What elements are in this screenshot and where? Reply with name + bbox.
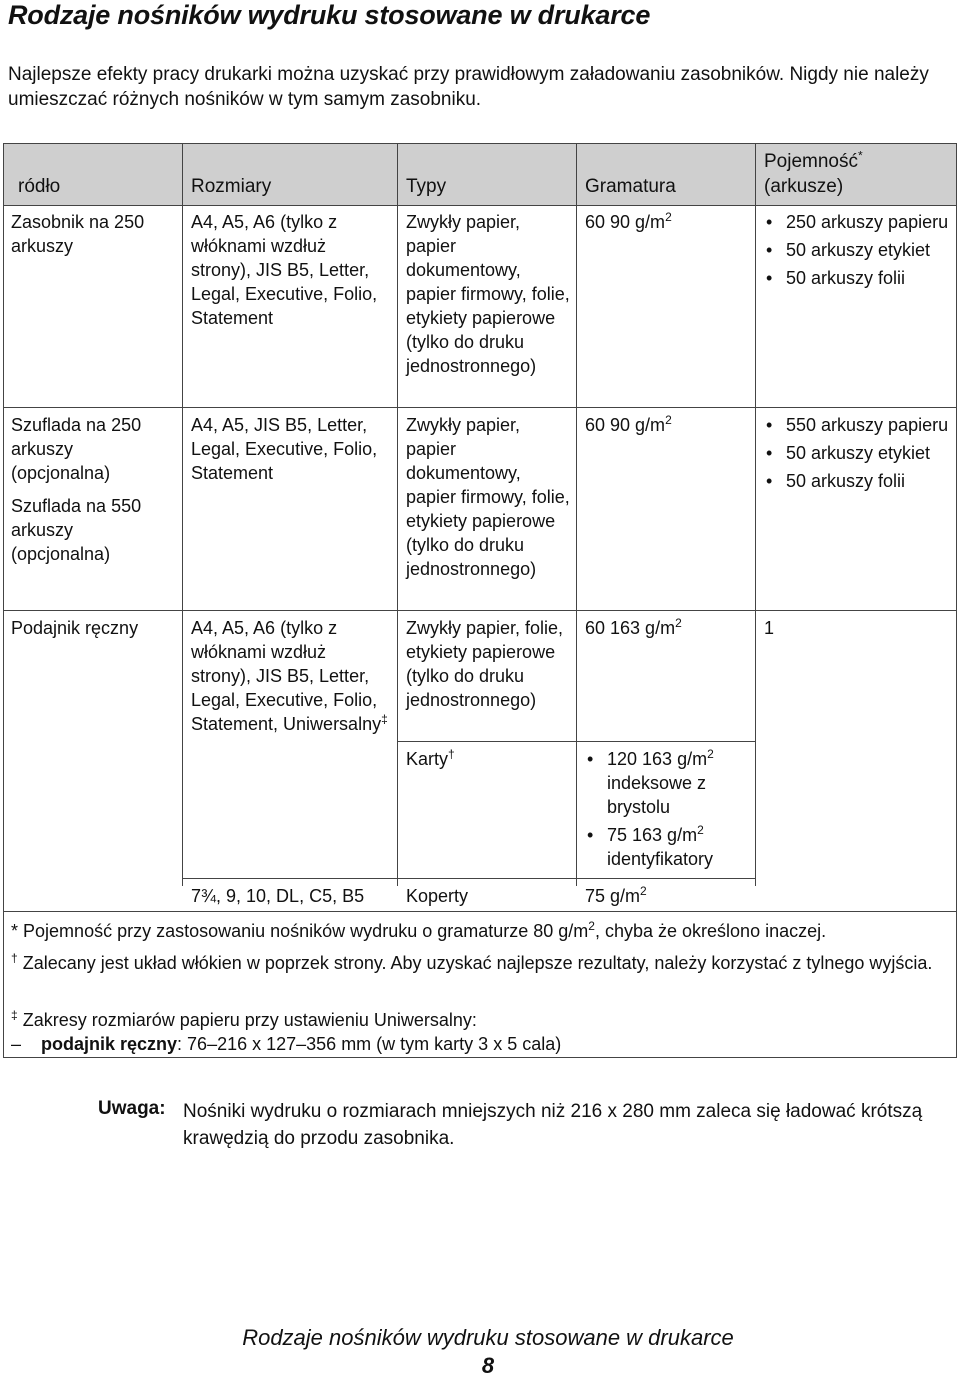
list-item: • 50 arkuszy folii (764, 469, 954, 493)
list-item: • 75 163 $g/m^2$ identyfikatory (585, 823, 750, 871)
row2-sizes: A4, A5, JIS B5, Letter, Legal, Executive, Folio, Statement (191, 415, 378, 483)
row2-weight: 60 90 $g/m^2$ (585, 413, 672, 435)
row3-weight: 60 163 $g/m^2$ (585, 616, 682, 638)
header-source: ródło (18, 176, 61, 197)
row3-card-weights (585, 747, 750, 875)
intro-paragraph: Najlepsze efekty pracy drukarki można uzyskać przy prawidłowym załadowaniu zasobników. Nigdy nie należy umieszczać różnych nośników w tym samym zasobniku. (8, 64, 929, 110)
row3-types: Zwykły papier, folie, etykiety papierowe (tylko do druku jednostronnego) (406, 618, 564, 710)
row2-source-a: Szuflada na 250 arkuszy (opcjonalna) (11, 415, 142, 483)
row1-sizes: A4, A5, A6 (tylko z włóknami wzdłuż strony), JIS B5, Letter, Legal, Executive, Folio, Statement (191, 212, 378, 328)
list-item: • 250 arkuszy papieru (764, 210, 954, 234)
row3-sizes: A4, A5, A6 (tylko z włóknami wzdłuż strony), JIS B5, Letter, Legal, Executive, Folio, Statement, Uniwersalny‡ (191, 618, 388, 734)
row2-source-b: Szuflada na 550 arkuszy (opcjonalna) (11, 496, 142, 564)
header-sizes: Rozmiary (191, 176, 272, 197)
list-item: • 550 arkuszy papieru (764, 413, 954, 437)
list-item: • 50 arkuszy folii (764, 266, 954, 290)
list-item: • 50 arkuszy etykiet (764, 441, 954, 465)
row1-weight: 60 90 $g/m^2$ (585, 210, 672, 232)
row1-types: Zwykły papier, papier dokumentowy, papier firmowy, folie, etykiety papierowe (tylko do druku jednostronnego) (406, 212, 570, 376)
row3-envelope-weight: 75 $g/m^2$ (585, 884, 647, 906)
row3-card-type: Karty† (406, 747, 455, 769)
page-number: 8 (481, 1353, 495, 1378)
row1-source: Zasobnik na 250 arkuszy (11, 212, 145, 256)
footnote-3: ‡ Zakresy rozmiarów papieru przy ustawieniu Uniwersalny: – podajnik ręczny: 76–216 x 127–356 mm (w tym karty 3 x 5 cala) (11, 1008, 562, 1054)
row3-source: Podajnik ręczny (11, 618, 139, 638)
row3-envelope-type: Koperty (406, 886, 469, 906)
page-title: Rodzaje nośników wydruku stosowane w drukarce (8, 0, 651, 30)
row2-capacity-list (764, 413, 954, 497)
footer-title: Rodzaje nośników wydruku stosowane w drukarce (242, 1325, 734, 1350)
header-capacity: Pojemność* (arkusze) (764, 148, 863, 197)
note-text: Nośniki wydruku o rozmiarach mniejszych niż 216 x 280 mm zaleca się ładować krótszą krawędzią do przodu zasobnika. (183, 1101, 923, 1149)
footnote-1: * Pojemność przy zastosowaniu nośników wydruku o gramaturze 80 $g/m^2$, chyba że określono inaczej. (11, 919, 827, 941)
header-weight: Gramatura (585, 176, 676, 197)
row1-capacity-list (764, 210, 954, 294)
list-item: • 50 arkuszy etykiet (764, 238, 954, 262)
row3-capacity: 1 (764, 618, 775, 638)
list-item: • 120 163 $g/m^2$ indeksowe z brystolu (585, 747, 750, 819)
header-types: Typy (406, 176, 447, 197)
row3-envelope-sizes: 7¾, 9, 10, DL, C5, B5 (191, 886, 365, 906)
row2-types: Zwykły papier, papier dokumentowy, papier firmowy, folie, etykiety papierowe (tylko do druku jednostronnego) (406, 415, 570, 579)
footnote-2: † Zalecany jest układ włókien w poprzek strony. Aby uzyskać najlepsze rezultaty, należy korzystać z tylnego wyjścia. (11, 951, 933, 973)
note-label: Uwaga: (98, 1098, 166, 1119)
